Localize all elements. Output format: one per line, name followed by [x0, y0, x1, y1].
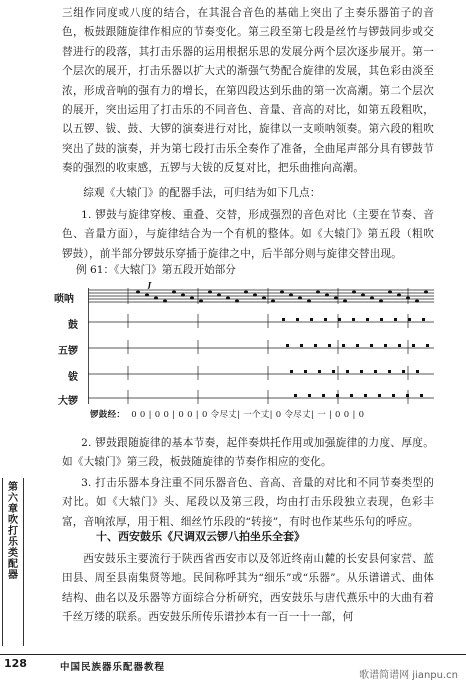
- instrument-wuluo: 五锣: [58, 346, 78, 357]
- melody-note: [370, 297, 374, 300]
- percussion-note: [350, 394, 353, 397]
- percussion-note: [322, 394, 325, 397]
- melody-note: [172, 291, 176, 294]
- melody-note: [145, 294, 149, 297]
- percussion-note: [336, 394, 339, 397]
- gujing-text: 0 0 | 0 0 | 0 0 | 0 令尽丈| 一个丈| 0 令尽丈| 一 | 0 0 | 0: [131, 410, 365, 420]
- percussion-note: [388, 370, 391, 373]
- melody-note: [379, 300, 383, 303]
- page-number: 128: [4, 657, 27, 670]
- percussion-note: [374, 370, 377, 373]
- percussion-note: [282, 318, 285, 321]
- melody-note: [415, 300, 419, 303]
- melody-note: [397, 294, 401, 297]
- melody-note: [181, 294, 185, 297]
- percussion-note: [290, 370, 293, 373]
- melody-note: [289, 294, 293, 297]
- melody-note: [343, 300, 347, 303]
- percussion-note: [332, 370, 335, 373]
- percussion-note: [412, 344, 415, 347]
- percussion-note: [338, 318, 341, 321]
- melody-note: [217, 294, 221, 297]
- percussion-note: [294, 394, 297, 397]
- melody-note: [361, 294, 365, 297]
- melody-note: [253, 294, 257, 297]
- percussion-note: [394, 318, 397, 321]
- instrument-cymbal: 钹: [68, 372, 78, 383]
- percussion-note: [384, 344, 387, 347]
- melody-note: [154, 297, 158, 300]
- site-watermark: 歌谱简谱网 jianpu.cn: [359, 670, 458, 681]
- melody-note: [334, 297, 338, 300]
- melody-note: [298, 297, 302, 300]
- paragraph-2: 综观《大辕门》的配器手法，可归结为如下几点：: [83, 187, 321, 199]
- percussion-note: [392, 394, 395, 397]
- percussion-note: [314, 344, 317, 347]
- melody-note: [352, 291, 356, 294]
- music-score: [54, 282, 438, 422]
- melody-note: [235, 300, 239, 303]
- percussion-note: [300, 344, 303, 347]
- percussion-note: [318, 370, 321, 373]
- percussion-note: [420, 394, 423, 397]
- melody-note: [262, 297, 266, 300]
- percussion-note: [310, 318, 313, 321]
- percussion-note: [324, 318, 327, 321]
- melody-note: [316, 291, 320, 294]
- percussion-note: [406, 394, 409, 397]
- percussion-note: [398, 344, 401, 347]
- example-caption: 例 61：《大辕门》第五段开始部分: [76, 264, 236, 276]
- melody-note: [208, 291, 212, 294]
- score-staves: [88, 282, 438, 408]
- instrument-suona: 唢呐: [54, 294, 74, 305]
- percussion-note: [364, 394, 367, 397]
- melody-note: [163, 300, 167, 303]
- melody-note: [226, 297, 230, 300]
- percussion-note: [422, 318, 425, 321]
- percussion-note: [346, 370, 349, 373]
- percussion-note: [286, 344, 289, 347]
- percussion-note: [380, 318, 383, 321]
- percussion-note: [416, 370, 419, 373]
- melody-note: [244, 291, 248, 294]
- instrument-drum: 鼓: [68, 320, 78, 331]
- percussion-note: [366, 318, 369, 321]
- paragraph-1: 三组作同度或八度的结合，在其混合音色的基础上突出了主奏乐器笛子的音色，板鼓跟随旋律作相应的节奏变化。第三段至第七段是丝竹与锣鼓同步或交替进行的段落，其打击乐器的运用根据乐思的发展分两个层次逐步展开。第一个层次的展开，打击乐器以扩大式的渐强气势配合旋律的发展，其色彩由淡至浓，形成音响的强有力的增长，在第四段达到乐曲的第一次高潮。第二个层次的展开，突出运用了打击乐的不同音色、音量、音高的对比，如第五段粗吹，以五锣、钹、鼓、大锣的演奏进行对比，旋律以一支唢呐领奏。第六段的粗吹突出了鼓的演奏，并为第七段打击乐全奏作了准备，全曲尾声部分具有锣鼓节奏的强烈的收束感，五锣与大钹的反复对比，把乐曲推向高潮。: [62, 7, 434, 175]
- percussion-note: [378, 394, 381, 397]
- paragraph-3: 1. 锣鼓与旋律穿梭、重叠、交替，形成强烈的音色对比（主要在节奏、音色、音量方面），与旋律结合为一个有机的整体。如《大辕门》第五段（粗吹锣鼓），前半部分锣鼓乐穿插于旋律之中，后半部分则与旋律交替出现。: [62, 209, 434, 260]
- percussion-note: [342, 344, 345, 347]
- percussion-note: [370, 344, 373, 347]
- melody-note: [199, 300, 203, 303]
- section-title: 十、西安鼓乐《尺调双云锣八拍坐乐全套》: [96, 530, 305, 543]
- chapter-side-label: 第六章 吹打乐类配器: [8, 482, 18, 581]
- melody-note: [406, 297, 410, 300]
- melody-note: [307, 300, 311, 303]
- melody-note: [190, 297, 194, 300]
- percussion-note: [304, 370, 307, 373]
- percussion-note: [402, 370, 405, 373]
- percussion-note: [352, 318, 355, 321]
- melody-note: [136, 291, 140, 294]
- gujing-row: [90, 408, 364, 420]
- percussion-note: [408, 318, 411, 321]
- percussion-note: [360, 370, 363, 373]
- instrument-daluo: 大锣: [58, 396, 78, 407]
- gujing-label: 锣鼓经：: [90, 410, 126, 420]
- paragraph-4: 2. 锣鼓跟随旋律的基本节奏，起伴奏烘托作用或加强旋律的力度、厚度。如《大辕门》第三段，板鼓随旋律的节奏作相应的变化。: [62, 437, 434, 469]
- percussion-note: [296, 318, 299, 321]
- percussion-note: [328, 344, 331, 347]
- footer-rule: [0, 654, 466, 655]
- percussion-note: [426, 344, 429, 347]
- percussion-note: [356, 344, 359, 347]
- melody-note: [388, 291, 392, 294]
- dynamic-mark: f: [148, 282, 152, 289]
- paragraph-6: 西安鼓乐主要流行于陕西省西安市以及邻近终南山麓的长安县何家营、蓝田县、周至县南集贤等地。民间称呼其为“细乐”或“乐器”。从乐谱谱式、曲体结构、曲名以及乐器等方面综合分析研究，西安鼓乐与唐代燕乐中的大曲有着千丝万缕的联系。西安鼓乐所传乐谱抄本有一百一十一部，何: [62, 553, 434, 624]
- book-title: 中国民族器乐配器教程: [60, 662, 166, 673]
- melody-note: [325, 294, 329, 297]
- paragraph-5: 3. 打击乐器本身注重不同乐器音色、音高、音量的对比和不同节奏类型的对比。如《大辕门》头、尾段以及第三段，均由打击乐段独立表现，色彩丰富，音响浓厚，用于粗、细丝竹乐段的“转接”，有时也作某些乐句的呼应。: [62, 477, 434, 528]
- melody-note: [280, 291, 284, 294]
- melody-note: [424, 291, 428, 294]
- chapter-side-strip: [2, 478, 24, 646]
- melody-note: [271, 300, 275, 303]
- percussion-note: [308, 394, 311, 397]
